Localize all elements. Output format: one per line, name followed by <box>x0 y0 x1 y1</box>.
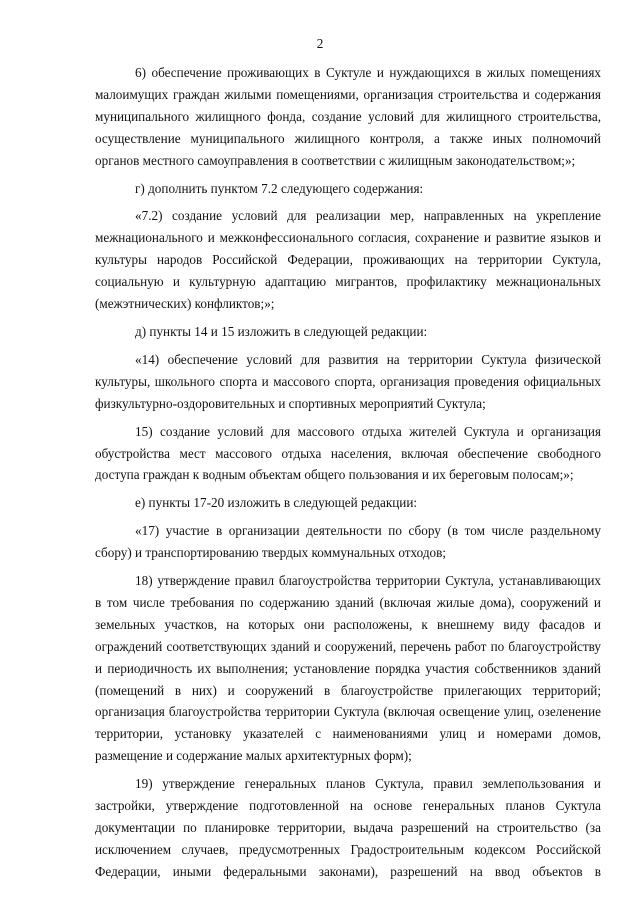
paragraph-amendment-d: д) пункты 14 и 15 изложить в следующей редакции: <box>135 323 428 339</box>
paragraph-item-18: 18) утверждение правил благоустройства территории Суктула, устанавливающих в том числе требования по содержанию зданий (включая жилые дома), сооружений и земельных участков, на которых они расположены, к внешнему виду фасадов и ограждений соответствующих зданий и сооружений, перечень работ по благоустройству и периодичность их выполнения; установление порядка участия собственников зданий (помещений в них) и сооружений в благоустройстве прилегающих территорий; организация благоустройства территории Суктула (включая освещение улиц, озеленение территории, установку указателей с наименованиями улиц и номерами домов, размещение и содержание малых архитектурных форм); <box>95 573 601 764</box>
paragraph-item-19: 19) утверждение генеральных планов Суктула, правил землепользования и застройки, утверждение подготовленной на основе генеральных планов Суктула документации по планировке территории, выдача разрешений на строительство (за исключением случаев, предусмотренных Градостроительным кодексом Российской Федерации, иными федеральными законами), разрешений на ввод объектов в <box>95 776 601 879</box>
paragraph-item-17: «17) участие в организации деятельности по сбору (в том числе раздельному сбору) и транспортированию твердых коммунальных отходов; <box>95 523 601 561</box>
paragraph-item-15: 15) создание условий для массового отдыха жителей Суктула и организация обустройства мест массового отдыха населения, включая обеспечение свободного доступа граждан к водным объектам общего пользования и их береговым полосам;»; <box>95 423 601 483</box>
document-body <box>95 62 601 883</box>
paragraph-item-6: 6) обеспечение проживающих в Суктуле и нуждающихся в жилых помещениях малоимущих граждан жилыми помещениями, организация строительства и содержания муниципального жилищного фонда, создание условий для жилищного строительства, осуществление муниципального жилищного контроля, а также иных полномочий органов местного самоуправления в соответствии с жилищным законодательством;»; <box>95 65 601 168</box>
paragraph-item-7-2: «7.2) создание условий для реализации мер, направленных на укрепление межнационального и межконфессионального согласия, сохранение и развитие языков и культуры народов Российской Федерации, проживающих на территории Суктула, социальную и культурную адаптацию мигрантов, профилактику межнациональных (межэтнических) конфликтов;»; <box>95 208 601 312</box>
paragraph-amendment-e: е) пункты 17-20 изложить в следующей редакции: <box>135 495 418 511</box>
page-number: 2 <box>316 36 324 51</box>
paragraph-item-14: «14) обеспечение условий для развития на территории Суктула физической культуры, школьного спорта и массового спорта, организация проведения официальных физкультурно-оздоровительных и спортивных мероприятий Суктула; <box>95 351 601 411</box>
paragraph-amendment-g: г) дополнить пунктом 7.2 следующего содержания: <box>135 180 424 196</box>
